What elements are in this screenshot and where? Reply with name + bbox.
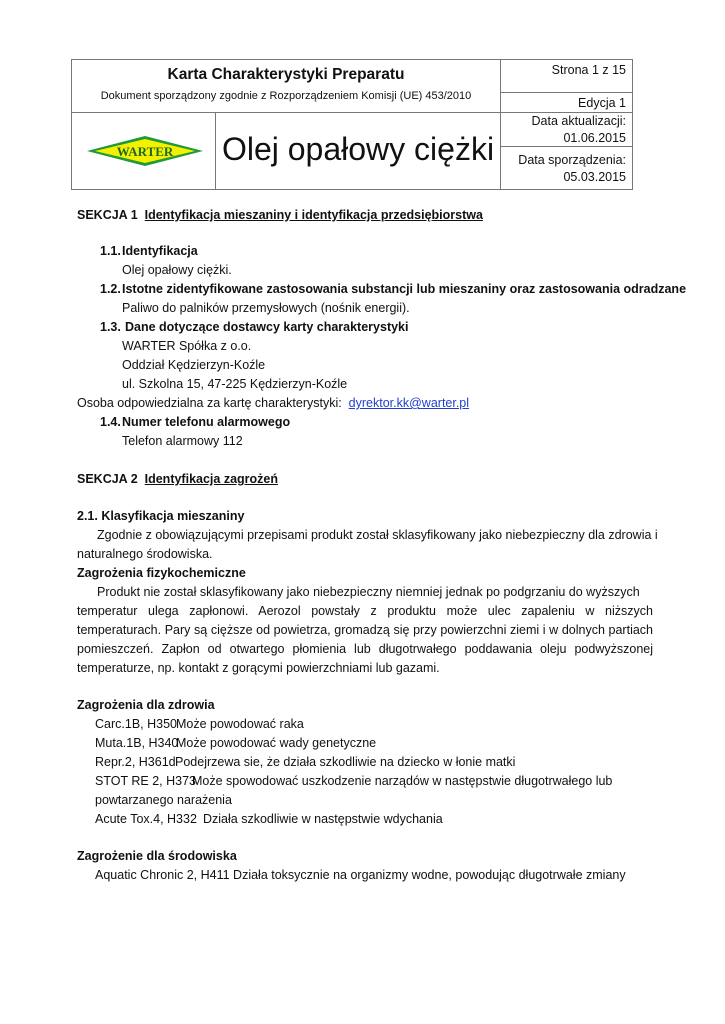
health-hazard-item: Carc.1B, H350Może powodować raka (95, 717, 304, 731)
responsible-person-line (77, 394, 469, 412)
classification-line-1: Zgodnie z obowiązującymi przepisami produkt został sklasyfikowany jako niebezpieczny dla zdrowia i (97, 528, 658, 542)
physchem-line-3: temperaturach. Pary są cięższe od powietrza, gromadzą się przy powierzchni ziemi i w dolnych partiach (77, 623, 653, 637)
health-hazard-item: STOT RE 2, H373Może spowodować uszkodzenie narządów w następstwie długotrwałego lub (95, 774, 613, 788)
health-hazard-continuation: powtarzanego narażenia (95, 793, 232, 807)
responsible-label: Osoba odpowiedzialna za kartę charakterystyki: (77, 396, 342, 410)
section2-heading (77, 470, 278, 488)
document-title: Karta Charakterystyki Preparatu (167, 66, 405, 83)
logo-cell (72, 113, 216, 189)
section1-title: Identyfikacja mieszaniny i identyfikacja przedsiębiorstwa (144, 208, 483, 222)
responsible-email-link[interactable]: dyrektor.kk@warter.pl (348, 396, 470, 410)
classification-line-2: naturalnego środowiska. (77, 547, 213, 561)
item-1-3-heading: 1.3. Dane dotyczące dostawcy karty charakterystyki (100, 320, 409, 334)
edition: Edycja 1 (501, 93, 632, 113)
update-date-cell (501, 113, 632, 147)
item-1-2-heading: 1.2.Istotne zidentyfikowane zastosowania substancji lub mieszaniny oraz zastosowania odradzane (100, 282, 687, 296)
physchem-heading: Zagrożenia fizykochemiczne (77, 566, 246, 580)
update-label: Data aktualizacji: (531, 114, 626, 128)
physchem-line-5: temperaturze, np. kontakt z gorącymi powierzchniami lub gazami. (77, 661, 440, 675)
document-subtitle: Dokument sporządzony zgodnie z Rozporządzeniem Komisji (UE) 453/2010 (100, 90, 472, 102)
environment-hazard-item: Aquatic Chronic 2, H411 Działa toksycznie na organizmy wodne, powodując długotrwałe zmiany (95, 868, 626, 882)
page-number: Strona 1 z 15 (501, 60, 632, 93)
product-name-cell (216, 113, 501, 189)
item-1-4-text: Telefon alarmowy 112 (122, 434, 243, 448)
section1-heading (77, 206, 483, 224)
update-date: 01.06.2015 (563, 131, 626, 145)
item-1-1-heading: 1.1.Identyfikacja (100, 244, 198, 258)
created-date-cell (501, 147, 632, 189)
section2-label: SEKCJA 2 (77, 472, 138, 486)
physchem-line-4: pomieszczeń. Zapłon od otwartego płomienia lub długotrwałego poddawania oleju podwyższonej (77, 642, 653, 656)
supplier-address: ul. Szkolna 15, 47-225 Kędzierzyn-Koźle (122, 377, 348, 391)
physchem-line-2: temperatur ulega zapłonowi. Aerozol powstały z produktu może ulec zapaleniu w niższych (77, 604, 653, 618)
health-hazard-item: Muta.1B, H340Może powodować wady genetyczne (95, 736, 377, 750)
physchem-line-1: Produkt nie został sklasyfikowany jako niebezpieczny niemniej jednak po podgrzaniu do wyższych (97, 585, 640, 599)
created-label: Data sporządzenia: (518, 153, 626, 167)
item-1-2-text: Paliwo do palników przemysłowych (nośnik energii). (122, 301, 410, 315)
item-1-1-text: Olej opałowy ciężki. (122, 263, 232, 277)
product-name: Olej opałowy ciężki (221, 131, 495, 167)
health-hazard-item: Acute Tox.4, H332 Działa szkodliwie w następstwie wdychania (95, 812, 443, 826)
warter-logo-icon (86, 135, 204, 167)
subsection-2-1-heading: 2.1. Klasyfikacja mieszaniny (77, 509, 245, 523)
document-header-table (71, 59, 633, 190)
item-1-4-heading: 1.4.Numer telefonu alarmowego (100, 415, 291, 429)
section2-title: Identyfikacja zagrożeń (144, 472, 278, 486)
section1-label: SEKCJA 1 (77, 208, 138, 222)
health-hazards-heading: Zagrożenia dla zdrowia (77, 698, 215, 712)
title-cell (72, 60, 501, 113)
health-hazard-item: Repr.2, H361dPodejrzewa sie, że działa szkodliwie na dziecko w łonie matki (95, 755, 516, 769)
supplier-branch: Oddział Kędzierzyn-Koźle (122, 358, 266, 372)
created-date: 05.03.2015 (563, 170, 626, 184)
supplier-name: WARTER Spółka z o.o. (122, 339, 252, 353)
svg-text:WARTER: WARTER (116, 144, 174, 159)
environment-hazards-heading: Zagrożenie dla środowiska (77, 849, 237, 863)
